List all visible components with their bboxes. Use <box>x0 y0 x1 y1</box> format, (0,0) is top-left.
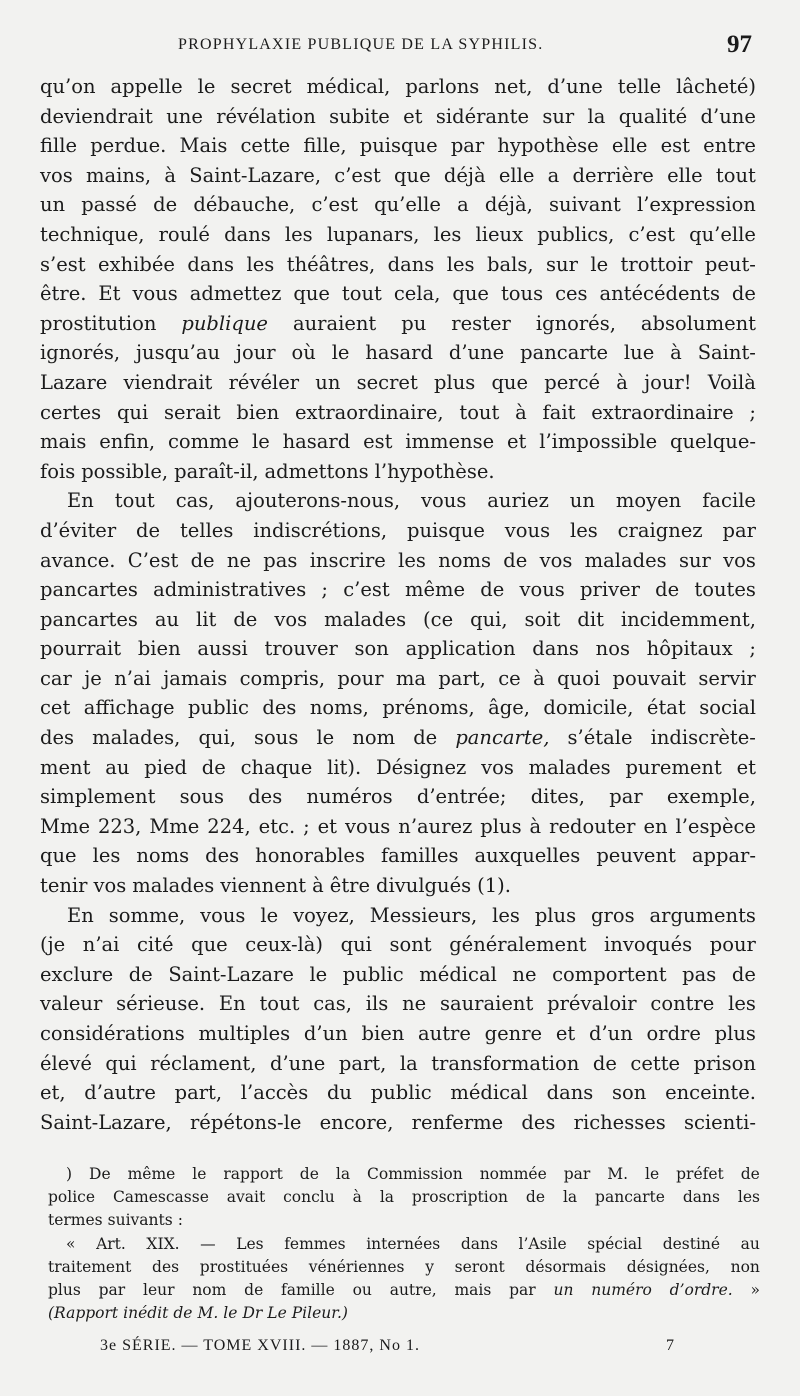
body-line: Lazare viendrait révéler un secret plus que percé à jour! Voilà <box>40 370 756 394</box>
footnote-line: plus par leur nom de famille ou autre, mais par un numéro d’ordre. » <box>48 1280 760 1299</box>
body-line: certes qui serait bien extraordinaire, tout à fait extraordinaire ; <box>40 400 756 424</box>
body-line: que les noms des honorables familles auxquelles peuvent appar- <box>40 844 756 868</box>
body-line: avance. C’est de ne pas inscrire les noms de vos malades sur vos <box>40 548 756 572</box>
body-line: deviendrait une révélation subite et sidérante sur la qualité d’une <box>40 104 756 128</box>
body-line: Mme 223, Mme 224, etc. ; et vous n’aurez plus à redouter en l’espèce <box>40 814 756 838</box>
body-line: simplement sous des numéros d’entrée; dites, par exemple, <box>40 785 756 809</box>
body-line: En tout cas, ajouterons-nous, vous auriez un moyen facile <box>67 489 756 513</box>
running-title: PROPHYLAXIE PUBLIQUE DE LA SYPHILIS. <box>178 36 544 53</box>
body-line: s’est exhibée dans les théâtres, dans les bals, sur le trottoir peut- <box>40 252 756 276</box>
body-line: ignorés, jusqu’au jour où le hasard d’une pancarte lue à Saint- <box>40 341 756 365</box>
body-line: pourrait bien aussi trouver son application dans nos hôpitaux ; <box>40 637 756 661</box>
body-line: cet affichage public des noms, prénoms, âge, domicile, état social <box>40 696 756 720</box>
body-line: En somme, vous le voyez, Messieurs, les plus gros arguments <box>67 903 756 927</box>
body-line: technique, roulé dans les lupanars, les lieux publics, c’est qu’elle <box>40 222 756 246</box>
body-line: qu’on appelle le secret médical, parlons net, d’une telle lâcheté) <box>40 75 756 98</box>
body-line: (je n’ai cité que ceux-là) qui sont généralement invoqués pour <box>40 933 756 957</box>
footnote-line: « Art. XIX. — Les femmes internées dans l’Asile spécial destiné au <box>66 1234 760 1253</box>
body-line: d’éviter de telles indiscrétions, puisque vous les craignez par <box>40 518 756 542</box>
page-number: 97 <box>727 31 752 58</box>
body-line: prostitution publique auraient pu rester ignorés, absolument <box>40 311 756 335</box>
body-line: mais enfin, comme le hasard est immense et l’impossible quelque- <box>40 430 756 454</box>
body-line: valeur sérieuse. En tout cas, ils ne sauraient prévaloir contre les <box>40 992 756 1016</box>
footnote <box>48 1163 760 1325</box>
body-line: Saint-Lazare, répétons-le encore, renferme des richesses scienti- <box>40 1110 756 1134</box>
body-line: car je n’ai jamais compris, pour ma part, ce à quoi pouvait servir <box>40 666 756 690</box>
footnote-line: ) De même le rapport de la Commission nommée par M. le préfet de <box>66 1165 760 1183</box>
body-line: exclure de Saint-Lazare le public médical ne comportent pas de <box>40 962 756 986</box>
body-line: fille perdue. Mais cette fille, puisque par hypothèse elle est entre <box>40 134 756 158</box>
sheet-number: 7 <box>666 1337 675 1354</box>
body-line: pancartes administratives ; c’est même de vous priver de toutes <box>40 578 756 602</box>
footnote-line: traitement des prostituées vénériennes y seront désormais désignées, non <box>48 1257 760 1276</box>
body-line: être. Et vous admettez que tout cela, que tous ces antécédents de <box>40 282 756 306</box>
body-line: un passé de débauche, c’est qu’elle a déjà, suivant l’expression <box>40 193 756 217</box>
running-head <box>0 31 800 64</box>
body-line: fois possible, paraît-il, admettons l’hypothèse. <box>40 459 495 483</box>
printer-signature: 3e SÉRIE. — TOME XVIII. — 1887, No 1. <box>100 1337 420 1354</box>
body-line: considérations multiples d’un bien autre genre et d’un ordre plus <box>40 1022 756 1045</box>
body-line: vos mains, à Saint-Lazare, c’est que déjà elle a derrière elle tout <box>40 163 756 187</box>
footnote-line: (Rapport inédit de M. le Dr Le Pileur.) <box>48 1304 348 1323</box>
body-line: des malades, qui, sous le nom de pancarte, s’étale indiscrète- <box>40 726 756 750</box>
footnote-line: termes suivants : <box>48 1211 183 1230</box>
body-text <box>40 72 756 1137</box>
body-line: élevé qui réclament, d’une part, la transformation de cette prison <box>40 1051 756 1075</box>
body-line: ment au pied de chaque lit). Désignez vos malades purement et <box>40 755 756 779</box>
body-line: pancartes au lit de vos malades (ce qui, soit dit incidemment, <box>40 607 756 631</box>
signature-line <box>100 1337 700 1361</box>
body-line: tenir vos malades viennent à être divulgués (1). <box>40 874 511 898</box>
footnote-line: police Camescasse avait conclu à la proscription de la pancarte dans les <box>48 1188 760 1207</box>
body-line: et, d’autre part, l’accès du public médical dans son enceinte. <box>40 1081 756 1105</box>
